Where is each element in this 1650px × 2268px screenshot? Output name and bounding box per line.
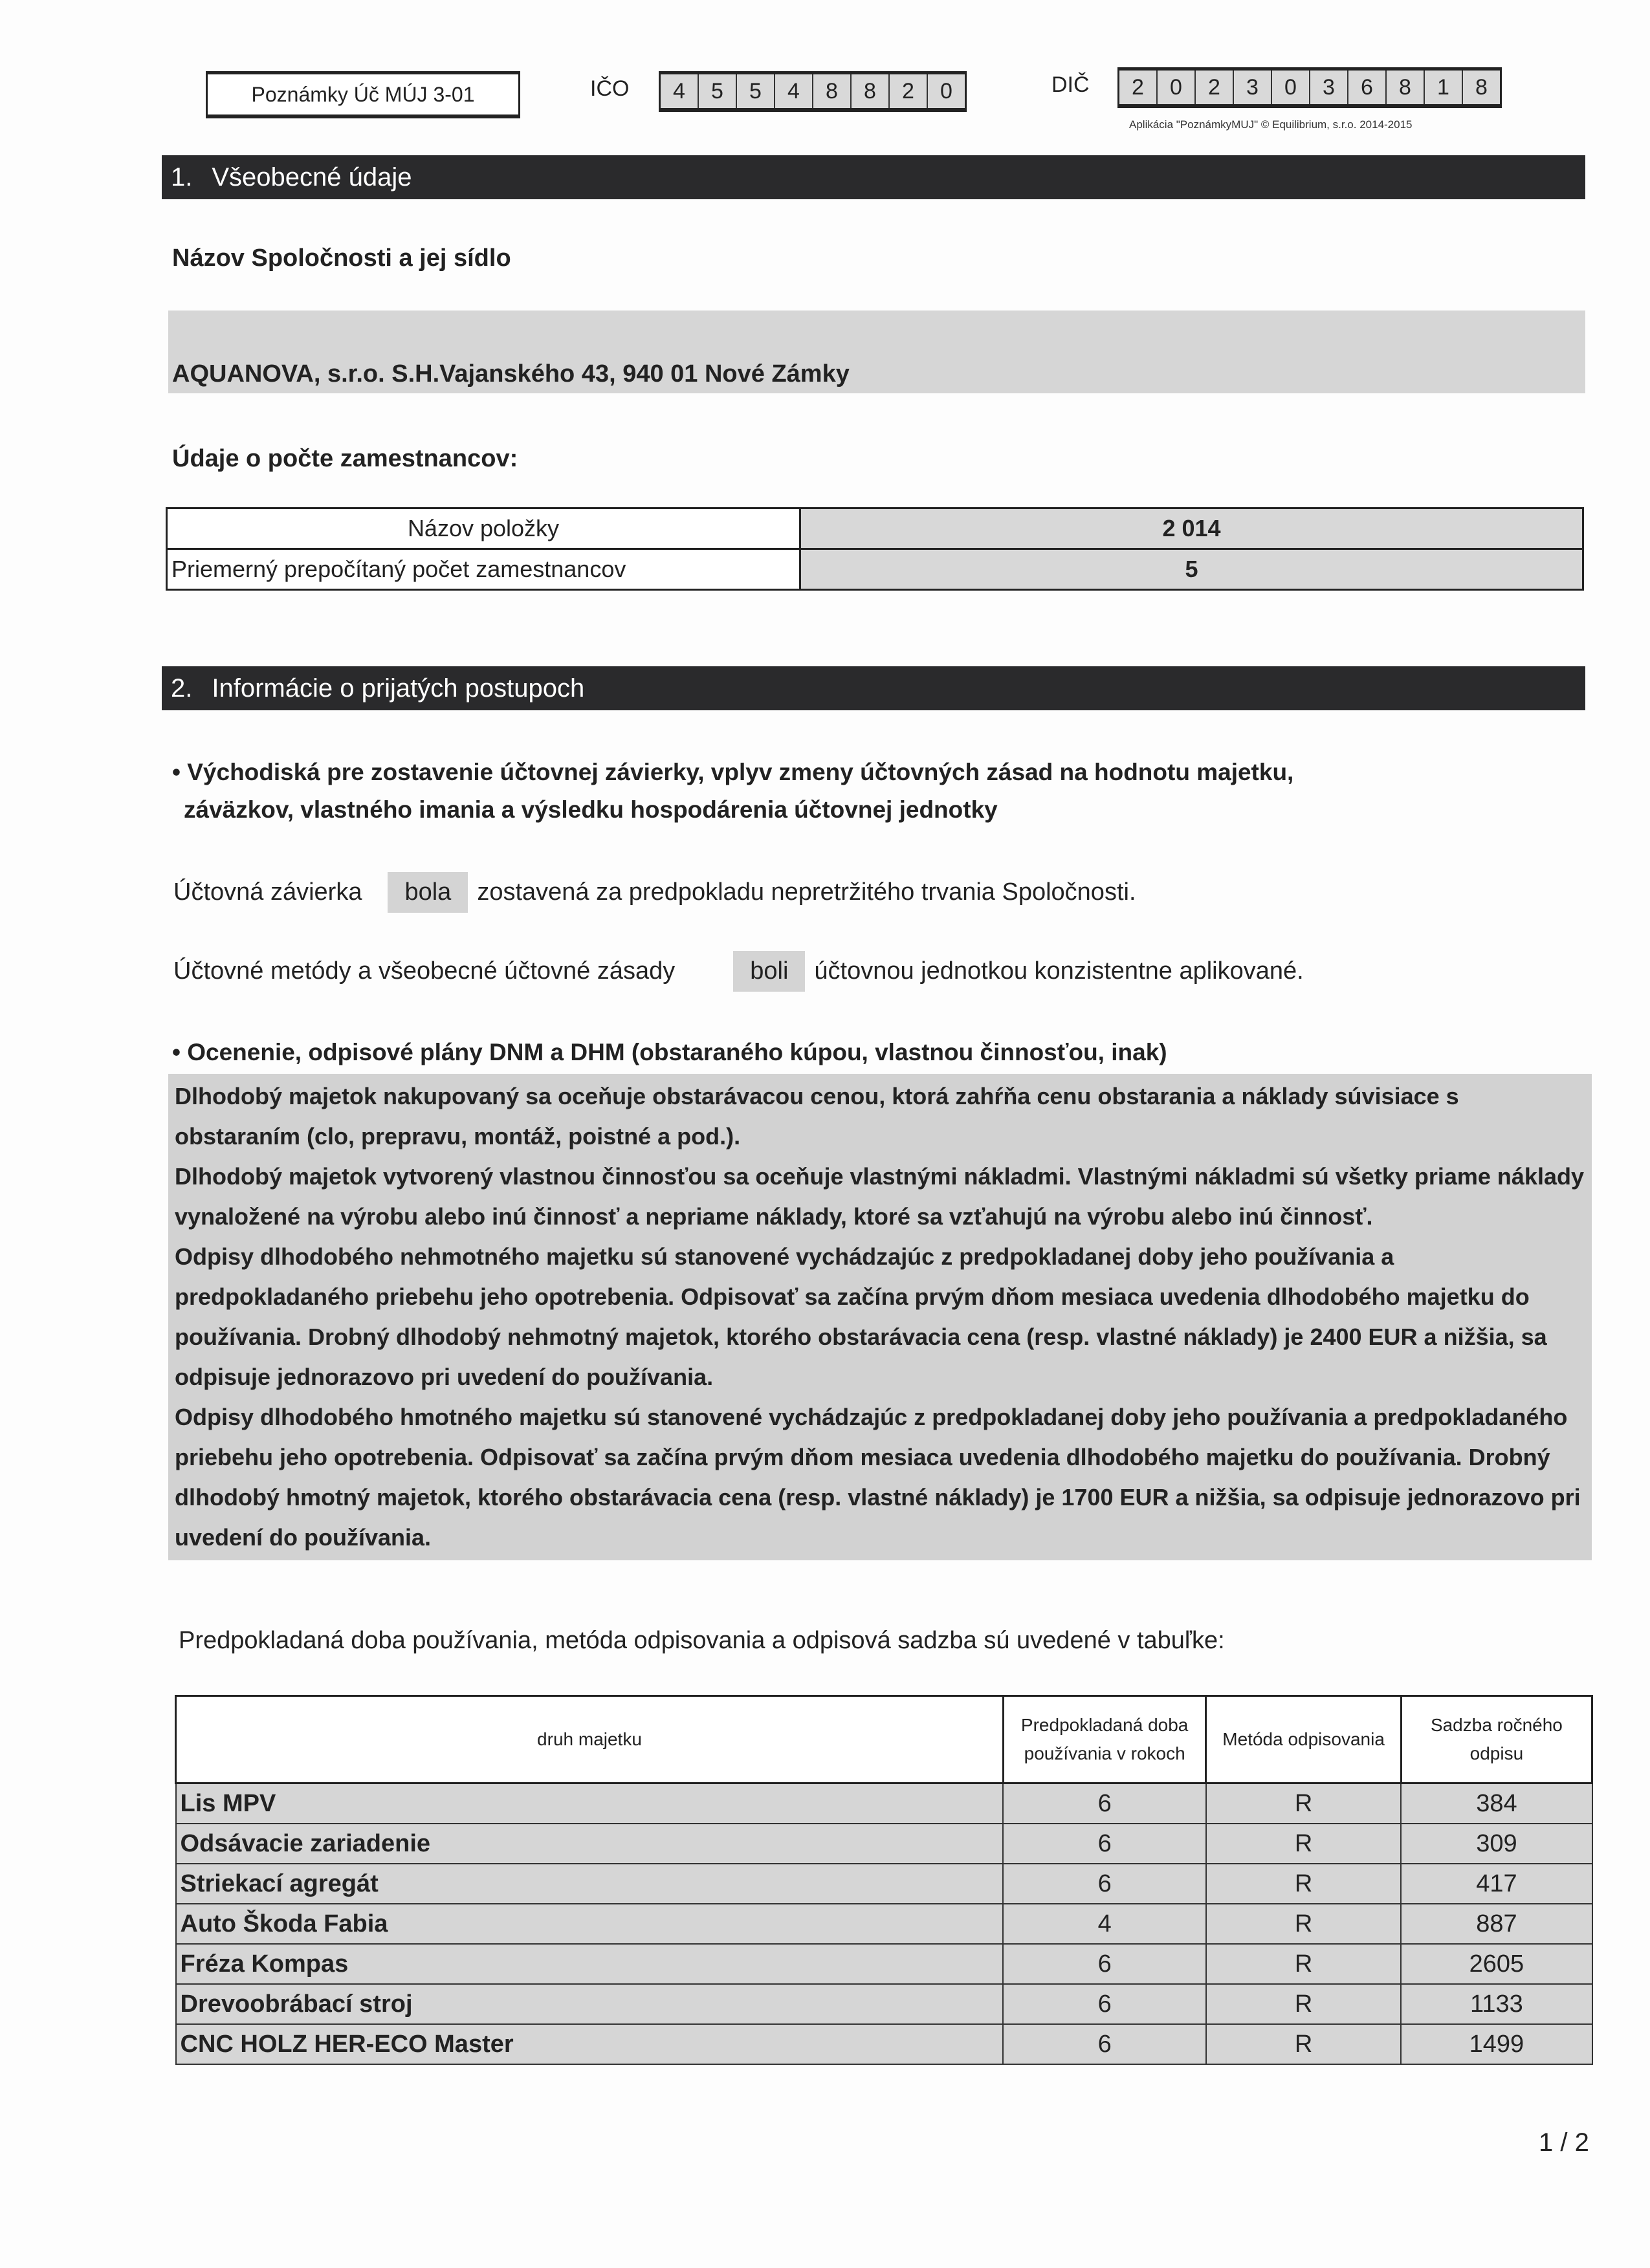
table-row <box>176 1864 1592 1904</box>
table-row <box>176 1944 1592 1984</box>
section-1-header <box>162 155 1585 199</box>
dic-label: DIČ <box>1051 72 1090 97</box>
consistency-sentence <box>173 951 1304 992</box>
table-header-row <box>176 1696 1592 1783</box>
asset-rate: 309 <box>1401 1824 1592 1864</box>
ico-digit: 4 <box>775 74 813 108</box>
section-number: 1. <box>171 162 193 191</box>
asset-years: 4 <box>1003 1904 1205 1944</box>
dic-digit: 6 <box>1348 71 1387 104</box>
column-header: druh majetku <box>176 1696 1004 1783</box>
ico-digit: 8 <box>852 74 890 108</box>
table-row <box>167 549 1583 590</box>
dic-digit: 3 <box>1234 71 1272 104</box>
company-field <box>168 311 1585 393</box>
asset-name: Fréza Kompas <box>176 1944 1004 1984</box>
ico-digits <box>659 71 967 112</box>
policy-paragraph: Odpisy dlhodobého hmotného majetku sú stanovené vychádzajúc z predpokladanej doby jeho používania a predpokladaného priebehu jeho opotrebenia. Odpisovať sa začína prvým dňom mesiaca uvedenia dlhodobého majetku do používania. Drobný dlhodobý hmotný majetok, ktorého obstarávacia cena (resp. vlastné náklady) je 1700 EUR a nižšia, sa odpisuje jednorazovo pri uvedení do používania. <box>175 1404 1581 1551</box>
row-value: 5 <box>800 549 1583 590</box>
dic-digit: 2 <box>1196 71 1234 104</box>
dic-digit: 8 <box>1475 74 1488 100</box>
section-title: Všeobecné údaje <box>212 162 412 191</box>
asset-years: 6 <box>1003 1824 1205 1864</box>
page-number: 1 / 2 <box>1539 2128 1589 2157</box>
policy-paragraph: Dlhodobý majetok vytvorený vlastnou činnosťou sa oceňuje vlastnými nákladmi. Vlastnými nákladmi sú všetky priame náklady vynaložené na výrobu alebo inú činnosť a nepriame náklady, ktoré sa vzťahujú na výrobu alebo inú činnosť. <box>175 1163 1584 1230</box>
asset-years: 6 <box>1003 1783 1205 1824</box>
section-number: 2. <box>171 673 193 703</box>
asset-years: 6 <box>1003 2024 1205 2064</box>
consistency-value: boli <box>733 951 805 992</box>
column-header: Metóda odpisovania <box>1206 1696 1402 1783</box>
policy-paragraph: Dlhodobý majetok nakupovaný sa oceňuje obstarávacou cenou, ktorá zahŕňa cenu obstarania a náklady súvisiace s obstaraním (clo, prepravu, montáž, poistné a pod.). <box>175 1083 1459 1150</box>
bullet-line: • Východiská pre zostavenie účtovnej závierky, vplyv zmeny účtovných zásad na hodnotu majetku, <box>172 759 1294 785</box>
ico-digit: 8 <box>813 74 852 108</box>
asset-method: R <box>1206 1864 1402 1904</box>
ico-digit: 0 <box>940 78 952 104</box>
asset-rate: 417 <box>1401 1864 1592 1904</box>
asset-name: Auto Škoda Fabia <box>176 1904 1004 1944</box>
dic-digit: 0 <box>1272 71 1310 104</box>
section-title: Informácie o prijatých postupoch <box>212 673 585 703</box>
table-row <box>176 1984 1592 2024</box>
ico-digit: 2 <box>890 74 928 108</box>
asset-rate: 384 <box>1401 1783 1592 1824</box>
column-header-year: 2 014 <box>800 508 1583 549</box>
table-row <box>176 1783 1592 1824</box>
dic-digits <box>1117 67 1502 108</box>
asset-years: 6 <box>1003 1984 1205 2024</box>
table-header-row <box>167 508 1583 549</box>
ico-digit: 5 <box>699 74 737 108</box>
asset-rate: 1133 <box>1401 1984 1592 2024</box>
bullet-line: záväzkov, vlastného imania a výsledku hospodárenia účtovnej jednotky <box>184 796 998 823</box>
dic-digit: 8 <box>1387 71 1425 104</box>
app-copyright-note: Aplikácia "PoznámkyMUJ" © Equilibrium, s.r.o. 2014-2015 <box>1129 118 1413 131</box>
dic-digit: 1 <box>1425 71 1463 104</box>
sentence-text: Účtovné metódy a všeobecné účtovné zásady <box>173 957 676 985</box>
dic-digit: 0 <box>1158 71 1196 104</box>
column-header-name: Názov položky <box>167 508 800 549</box>
employees-label: Údaje o počte zamestnancov: <box>172 445 518 472</box>
column-header: Predpokladaná doba používania v rokoch <box>1003 1696 1205 1783</box>
sentence-text: Účtovná závierka <box>173 878 362 906</box>
ico-digit: 4 <box>661 74 699 108</box>
form-title: Poznámky Úč MÚJ 3-01 <box>206 71 520 118</box>
asset-rate: 887 <box>1401 1904 1592 1944</box>
assets-table <box>175 1695 1593 2065</box>
company-value: AQUANOVA, s.r.o. S.H.Vajanského 43, 940 01 Nové Zámky <box>172 360 850 387</box>
asset-years: 6 <box>1003 1944 1205 1984</box>
table-row <box>176 1904 1592 1944</box>
asset-method: R <box>1206 2024 1402 2064</box>
ico-label: IČO <box>590 76 630 101</box>
asset-rate: 2605 <box>1401 1944 1592 1984</box>
section-2-header <box>162 666 1585 710</box>
policy-paragraph: Odpisy dlhodobého nehmotného majetku sú stanovené vychádzajúc z predpokladanej doby jeho používania a predpokladaného priebehu jeho opotrebenia. Odpisovať sa začína prvým dňom mesiaca uvedenia dlhodobého majetku do používania. Drobný dlhodobý nehmotný majetok, ktorého obstarávacia cena (resp. vlastné náklady) je 2400 EUR a nižšia, sa odpisuje jednorazovo pri uvedení do používania. <box>175 1243 1547 1390</box>
employees-table <box>166 507 1584 591</box>
column-header: Sadzba ročného odpisu <box>1401 1696 1592 1783</box>
asset-years: 6 <box>1003 1864 1205 1904</box>
table-row <box>176 1824 1592 1864</box>
dic-digit: 3 <box>1310 71 1348 104</box>
asset-method: R <box>1206 1984 1402 2024</box>
bullet-valuation: • Ocenenie, odpisové plány DNM a DHM (obstaraného kúpou, vlastnou činnosťou, inak) <box>172 1039 1167 1065</box>
sentence-text: zostavená za predpokladu nepretržitého trvania Spoločnosti. <box>477 878 1136 906</box>
asset-method: R <box>1206 1904 1402 1944</box>
sentence-text: účtovnou jednotkou konzistentne aplikované. <box>814 957 1304 985</box>
asset-name: Odsávacie zariadenie <box>176 1824 1004 1864</box>
ico-digit: 5 <box>737 74 775 108</box>
company-label: Názov Spoločnosti a jej sídlo <box>172 245 511 272</box>
dic-digit: 2 <box>1119 71 1158 104</box>
row-label: Priemerný prepočítaný počet zamestnancov <box>167 549 800 590</box>
asset-rate: 1499 <box>1401 2024 1592 2064</box>
valuation-policy-text <box>168 1074 1592 1560</box>
asset-name: Drevoobrábací stroj <box>176 1984 1004 2024</box>
asset-name: Lis MPV <box>176 1783 1004 1824</box>
asset-method: R <box>1206 1783 1402 1824</box>
table-row <box>176 2024 1592 2064</box>
bullet-basis <box>172 754 1293 829</box>
asset-method: R <box>1206 1824 1402 1864</box>
asset-name: Striekací agregát <box>176 1864 1004 1904</box>
going-concern-sentence <box>173 872 1136 913</box>
table-intro: Predpokladaná doba používania, metóda odpisovania a odpisová sadzba sú uvedené v tabuľke: <box>179 1627 1225 1654</box>
going-concern-value: bola <box>388 872 468 913</box>
asset-name: CNC HOLZ HER-ECO Master <box>176 2024 1004 2064</box>
asset-method: R <box>1206 1944 1402 1984</box>
